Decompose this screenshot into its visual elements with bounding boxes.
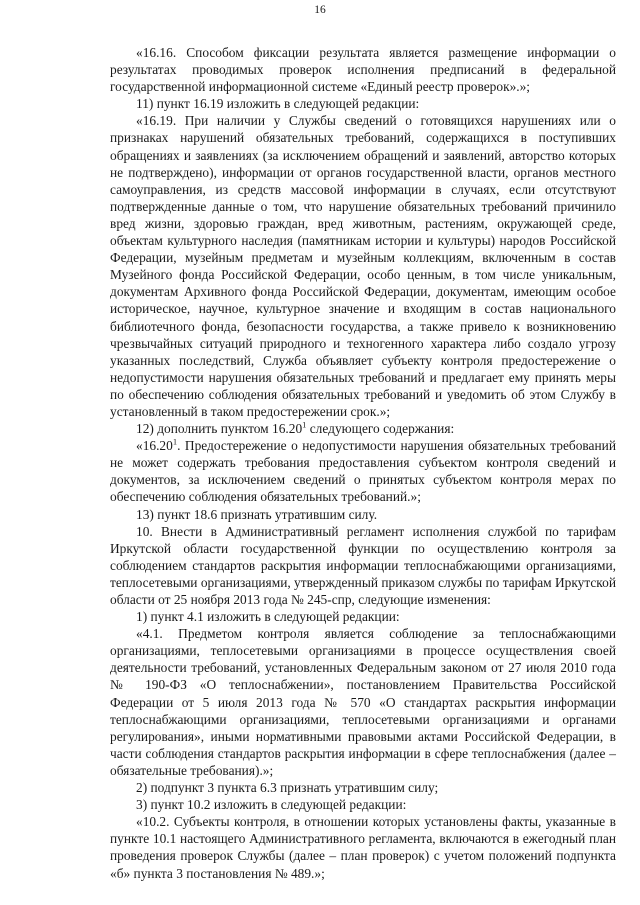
paragraph-item-1: 1) пункт 4.1 изложить в следующей редакции: (136, 609, 400, 625)
paragraph-text: . Предостережение о недопустимости нарушения обязательных требований не может содержать требования предоставления субъектом контроля сведений и документов, за исключением сведений о принятых субъектом контроля мерах по обеспечению соблюдения обязательных требований.»; (110, 438, 616, 505)
paragraph-text: 12) дополнить пунктом 16.20 (136, 421, 303, 437)
page-number: 16 (314, 4, 326, 16)
document-body (110, 44, 616, 882)
paragraph-10-2: «10.2. Субъекты контроля, в отношении которых установлены факты, указанные в пункте 10.1 настоящего Административного регламента, включаются в ежегодный план проведения проверок Службы (далее – план проверок) с учетом положений подпункта «б» пункта 3 постановления № 489.»; (110, 814, 616, 881)
superscript: 1 (302, 419, 307, 430)
paragraph-section-10: 10. Внести в Административный регламент исполнения службой по тарифам Иркутской области государственной функции по осуществлению контроля за соблюдением стандартов раскрытия информации теплоснабжающими организациями, теплосетевыми организациями, утвержденный приказом службы по тарифам Иркутской области от 25 ноября 2013 года № 245-спр, следующие изменения: (110, 523, 616, 607)
paragraph-text: следующего содержания: (306, 421, 455, 437)
paragraph-amendment-11: 11) пункт 16.19 изложить в следующей редакции: (136, 96, 420, 112)
paragraph-text: «16.20 (136, 438, 173, 454)
paragraph-amendment-13: 13) пункт 18.6 признать утратившим силу. (136, 506, 378, 522)
superscript: 1 (172, 436, 178, 447)
paragraph-item-3: 3) пункт 10.2 изложить в следующей редакции: (136, 797, 407, 813)
paragraph-4-1: «4.1. Предметом контроля является соблюдение за теплоснабжающими организациями, теплосетевыми организациями в процессе осуществления своей деятельности требований, установленных Федеральным законом от 27 июля 2010 года № 190-ФЗ «О теплоснабжении», постановлением Правительства Российской Федерации от 5 июля 2013 года № 570 «О стандартах раскрытия информации теплоснабжающими организациями, теплосетевыми организациями и органами регулирования», иными нормативными правовыми актами Российской Федерации, в части соблюдения стандартов раскрытия информации в сфере теплоснабжения (далее – обязательные требования).»; (110, 626, 616, 778)
paragraph-item-2: 2) подпункт 3 пункта 6.3 признать утратившим силу; (136, 780, 439, 796)
paragraph-16-16: «16.16. Способом фиксации результата является размещение информации о результатах проводимых проверок исполнения предписаний в федеральной государственной информационной системе «Единый реестр проверок».»; (110, 45, 616, 95)
paragraph-16-19: «16.19. При наличии у Службы сведений о готовящихся нарушениях или о признаках нарушений обязательных требований, содержащихся в поступивших обращениях и заявлениях (за исключением обращений и заявлений, авторство которых не подтверждено), информации от органов государственной власти, органов местного самоуправления, из средств массовой информации в случаях, если отсутствуют подтвержденные данные о том, что нарушение обязательных требований причинило вред жизни, здоровью граждан, вред животным, растениям, окружающей среде, объектам культурного наследия (памятникам истории и культуры) народов Российской Федерации, музейным предметам и музейным коллекциям, включенным в состав Музейного фонда Российской Федерации, особо ценным, в том числе уникальным, документам Архивного фонда Российской Федерации, документам, имеющим особое историческое, научное, культурное значение и входящим в состав национального библиотечного фонда, безопасности государства, а также привело к возникновению чрезвычайных ситуаций природного и техногенного характера либо создало угрозу указанных последствий, Служба объявляет субъекту контроля предостережение о недопустимости нарушения обязательных требований и предлагает ему принять меры по обеспечению соблюдения обязательных требований и уведомить об этом Службу в установленный в таком предостережении срок.»; (110, 113, 616, 419)
paragraph-16-20-1 (110, 437, 616, 505)
paragraph-amendment-12 (110, 420, 616, 437)
